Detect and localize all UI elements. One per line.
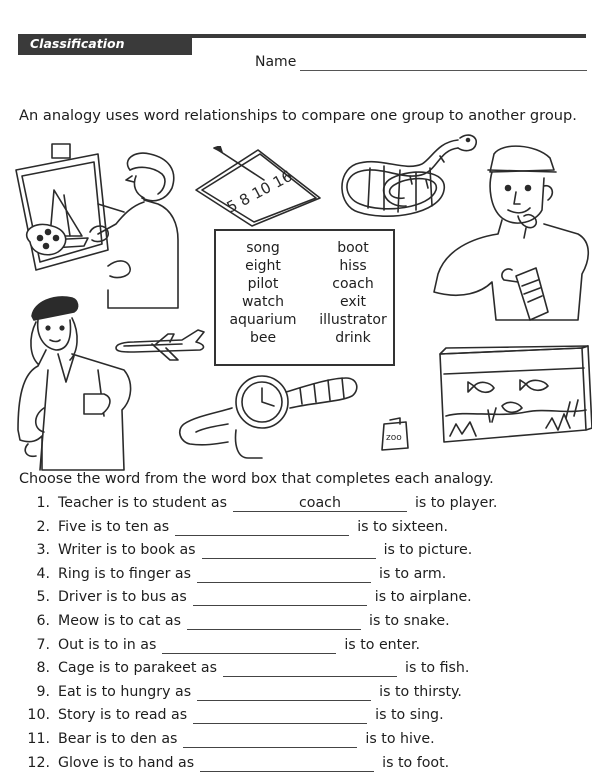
header-rule <box>190 34 586 38</box>
word-box-item: bee <box>249 330 277 346</box>
coach-illustration <box>432 142 594 340</box>
answer-blank[interactable] <box>187 613 361 630</box>
question-row <box>0 637 600 657</box>
question-number: 6. <box>36 613 50 629</box>
numbers-paper-illustration <box>192 146 324 230</box>
question-stem: Eat is to hungry as <box>58 683 192 700</box>
word-box-item: illustrator <box>319 312 387 328</box>
question-row <box>0 566 600 586</box>
word-box <box>214 229 395 366</box>
question-end: is to player. <box>414 495 498 511</box>
paper-numbers: 5 8 10 16 <box>223 166 296 217</box>
question-row <box>0 519 600 539</box>
answer-blank[interactable] <box>223 660 397 677</box>
question-stem: Out is to in as <box>58 636 157 653</box>
word-box-item: song <box>246 240 280 256</box>
instructions-text: Choose the word from the word box that completes each analogy. <box>19 471 494 487</box>
answer-text: coach <box>298 495 341 511</box>
artist-illustration <box>12 140 187 315</box>
question-number: 10. <box>27 707 50 724</box>
word-box-item: hiss <box>339 258 367 274</box>
question-number: 4. <box>36 565 50 582</box>
question-number: 2. <box>36 518 50 535</box>
jar-label: zoo <box>386 433 402 443</box>
question-end: is to foot. <box>382 754 450 771</box>
question-end: is to picture. <box>383 542 473 559</box>
word-box-item: watch <box>241 294 285 310</box>
question-stem: Cage is to parakeet as <box>58 660 217 677</box>
question-end: is to fish. <box>405 660 470 677</box>
airplane-illustration <box>112 326 210 366</box>
question-row <box>0 684 600 704</box>
section-title: Classification <box>30 36 125 51</box>
pilot-illustration <box>14 290 138 474</box>
question-number: 1. <box>36 495 50 511</box>
question-stem: Glove is to hand as <box>58 754 195 771</box>
question-end: is to sing. <box>375 707 444 724</box>
question-end: is to airplane. <box>374 589 472 606</box>
word-box-item: pilot <box>247 276 279 292</box>
question-end: is to sixteen. <box>357 518 449 535</box>
answer-blank[interactable] <box>193 707 367 724</box>
question-stem: Teacher is to student as <box>58 495 227 511</box>
answer-blank[interactable] <box>200 755 374 772</box>
question-number: 5. <box>36 589 50 606</box>
word-box-column-1 <box>222 239 304 347</box>
question-row <box>0 613 600 633</box>
word-box-item: exit <box>339 294 367 310</box>
question-row <box>0 495 600 515</box>
name-label: Name <box>255 54 297 70</box>
zoo-jar-illustration <box>378 416 412 452</box>
answer-blank[interactable] <box>162 637 336 654</box>
question-end: is to thirsty. <box>379 683 462 700</box>
question-number: 12. <box>27 754 50 771</box>
section-tab <box>18 34 192 55</box>
answer-blank[interactable] <box>183 731 357 748</box>
question-row <box>0 755 600 775</box>
word-box-item: aquarium <box>229 312 297 328</box>
question-stem: Five is to ten as <box>58 518 170 535</box>
question-row <box>0 731 600 751</box>
question-end: is to hive. <box>365 731 435 747</box>
question-number: 3. <box>36 542 50 559</box>
question-row <box>0 660 600 680</box>
question-row <box>0 707 600 727</box>
word-box-item: drink <box>335 330 371 346</box>
question-row <box>0 542 600 562</box>
watch-illustration <box>176 372 362 462</box>
question-end: is to enter. <box>344 636 421 653</box>
word-box-column-2 <box>312 239 394 347</box>
word-box-item: coach <box>332 276 374 292</box>
answer-blank[interactable] <box>175 519 349 536</box>
answer-blank[interactable] <box>197 684 371 701</box>
intro-text: An analogy uses word relationships to compare one group to another group. <box>19 107 577 124</box>
question-stem: Meow is to cat as <box>58 613 182 629</box>
question-number: 11. <box>27 731 50 747</box>
question-stem: Driver is to bus as <box>58 589 187 606</box>
word-box-item: boot <box>337 240 369 256</box>
question-number: 9. <box>36 683 50 700</box>
answer-blank[interactable] <box>197 566 371 583</box>
question-stem: Story is to read as <box>58 707 188 724</box>
question-end: is to arm. <box>379 565 447 582</box>
question-stem: Bear is to den as <box>58 731 178 747</box>
word-box-item: eight <box>245 258 281 274</box>
aquarium-illustration <box>436 344 592 448</box>
question-number: 8. <box>36 660 50 677</box>
question-stem: Writer is to book as <box>58 542 196 559</box>
name-field[interactable] <box>300 70 587 71</box>
question-number: 7. <box>36 636 50 653</box>
answer-blank[interactable] <box>193 589 367 606</box>
question-end: is to snake. <box>369 613 450 629</box>
question-stem: Ring is to finger as <box>58 565 191 582</box>
answer-blank[interactable] <box>233 495 407 512</box>
answer-blank[interactable] <box>202 542 376 559</box>
question-row <box>0 589 600 609</box>
